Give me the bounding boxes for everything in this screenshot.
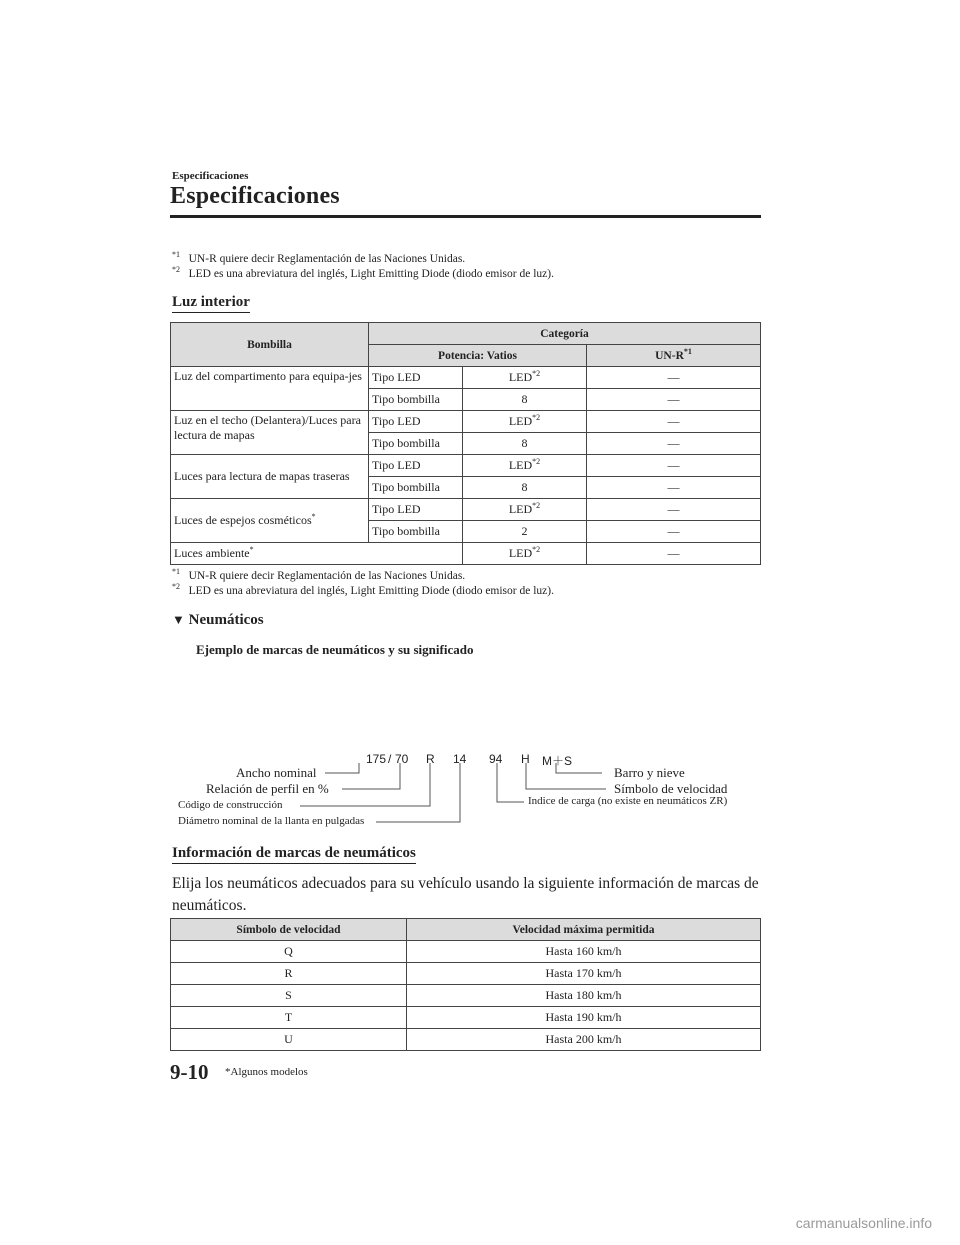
cell: LED$^{*2}$ <box>463 367 587 389</box>
footnote-1 <box>172 252 465 266</box>
page-number: 9-10 <box>170 1060 209 1084</box>
table-row <box>171 963 761 985</box>
row-name: Luces de espejos cosméticos* <box>171 499 369 543</box>
title-rule <box>170 215 761 218</box>
label-aspect-ratio: Relación de perfil en % <box>206 781 329 796</box>
triangle-down-icon: ▼ <box>172 612 185 627</box>
leader-line <box>342 763 400 789</box>
header-max-speed: Velocidad máxima permitida <box>407 919 761 941</box>
header-speed-symbol: Símbolo de velocidad <box>171 919 407 941</box>
tire-code-width: 175 <box>366 752 387 766</box>
cell: — <box>587 455 761 477</box>
table-row <box>171 455 761 477</box>
tire-code-speed: H <box>521 752 530 766</box>
section-heading-tires: ▼ Neumáticos <box>172 612 264 628</box>
tire-code-ratio: 70 <box>395 752 409 766</box>
cell: Tipo bombilla <box>369 389 463 411</box>
footnote-2: $^{*2}$ LED es una abreviatura del inglés, Light Emitting Diode (diodo emisor de luz). <box>172 582 554 597</box>
table-row <box>171 367 761 389</box>
cell: — <box>587 411 761 433</box>
row-name: Luces ambiente* <box>171 543 463 565</box>
cell: S <box>171 985 407 1007</box>
table-header-row <box>171 323 761 345</box>
label-mud-snow: Barro y nieve <box>614 765 685 780</box>
tire-code-rim: 14 <box>453 752 467 766</box>
footnote-mark: *2 <box>172 265 180 275</box>
speed-symbol-table <box>170 918 761 1051</box>
table-row <box>171 985 761 1007</box>
cell: 2 <box>463 521 587 543</box>
cell: — <box>587 389 761 411</box>
table-row <box>171 411 761 433</box>
footnote-text: UN-R quiere decir Reglamentación de las Naciones Unidas. <box>188 570 466 582</box>
footnote-1: $^{*1}$ UN-R quiere decir Reglamentación de las Naciones Unidas. <box>172 567 466 582</box>
tire-code-construction: R <box>426 752 435 766</box>
footnote-mark: *1 <box>172 250 180 260</box>
section-heading-marks: Información de marcas de neumáticos <box>172 845 416 864</box>
cell: Tipo bombilla <box>369 477 463 499</box>
cell: 8 <box>463 477 587 499</box>
table-row <box>171 499 761 521</box>
label-rim-diameter: Diámetro nominal de la llanta en pulgadas <box>178 815 365 827</box>
table-row <box>171 543 761 565</box>
cell: Tipo bombilla <box>369 521 463 543</box>
table-row <box>171 1007 761 1029</box>
footnote-2 <box>172 267 554 281</box>
cell: — <box>587 521 761 543</box>
interior-lights-table <box>170 322 761 565</box>
footer-note: *Algunos modelos <box>225 1066 308 1078</box>
cell: Hasta 170 km/h <box>407 963 761 985</box>
cell: Hasta 160 km/h <box>407 941 761 963</box>
row-name: Luces para lectura de mapas traseras <box>171 455 369 499</box>
leader-line <box>376 763 460 822</box>
leader-line <box>325 763 359 773</box>
footnote-text: UN-R quiere decir Reglamentación de las Naciones Unidas. <box>188 253 466 265</box>
tire-code-slash: / <box>388 752 392 766</box>
watermark: carmanualsonline.info <box>795 1215 932 1231</box>
header-power: Potencia: Vatios <box>369 345 587 367</box>
cell: LED$^{*2}$ <box>463 455 587 477</box>
cell: 8 <box>463 433 587 455</box>
page-title: Especificaciones <box>170 183 340 209</box>
footnote-text: LED es una abreviatura del inglés, Light Emitting Diode (diodo emisor de luz). <box>188 268 554 280</box>
cell: LED$^{*2}$ <box>463 411 587 433</box>
cell: — <box>587 433 761 455</box>
header-category: Categoría <box>369 323 761 345</box>
leader-line <box>497 763 524 802</box>
label-load-index: Indice de carga (no existe en neumáticos ZR) <box>528 795 728 807</box>
cell: U <box>171 1029 407 1051</box>
marks-body-text: Elija los neumáticos adecuados para su vehículo usando la siguiente información de marcas de neumáticos. <box>172 875 759 914</box>
label-nominal-width: Ancho nominal <box>236 765 317 780</box>
cell: LED$^{*2}$ <box>463 499 587 521</box>
running-header: Especificaciones <box>172 170 249 182</box>
footnote-text: LED es una abreviatura del inglés, Light Emitting Diode (diodo emisor de luz). <box>188 585 554 597</box>
cell: Tipo bombilla <box>369 433 463 455</box>
cell: LED$^{*2}$ <box>463 543 587 565</box>
cell: R <box>171 963 407 985</box>
cell: Tipo LED <box>369 367 463 389</box>
cell: T <box>171 1007 407 1029</box>
table-row <box>171 1029 761 1051</box>
header-bulb: Bombilla <box>171 323 369 367</box>
cell: 8 <box>463 389 587 411</box>
row-name: Luz del compartimento para equipa-jes <box>171 367 369 411</box>
row-name: Luz en el techo (Delantera)/Luces para lectura de mapas <box>171 411 369 455</box>
header-unr: $UN-R^{*1}$ <box>587 345 761 367</box>
tire-code-load: 94 <box>489 752 503 766</box>
cell: — <box>587 477 761 499</box>
cell: Hasta 200 km/h <box>407 1029 761 1051</box>
tires-subtitle: Ejemplo de marcas de neumáticos y su significado <box>196 642 474 657</box>
tire-code-mud-snow: M＋S <box>542 754 573 768</box>
cell: Hasta 180 km/h <box>407 985 761 1007</box>
cell: — <box>587 367 761 389</box>
cell: Tipo LED <box>369 411 463 433</box>
section-heading-interior: Luz interior <box>172 294 250 313</box>
cell: Tipo LED <box>369 455 463 477</box>
table-row <box>171 941 761 963</box>
cell: Tipo LED <box>369 499 463 521</box>
cell: Hasta 190 km/h <box>407 1007 761 1029</box>
cell: — <box>587 499 761 521</box>
table-header-row <box>171 919 761 941</box>
label-speed-symbol: Símbolo de velocidad <box>614 781 728 796</box>
cell: — <box>587 543 761 565</box>
cell: Q <box>171 941 407 963</box>
label-construction-code: Código de construcción <box>178 799 283 811</box>
